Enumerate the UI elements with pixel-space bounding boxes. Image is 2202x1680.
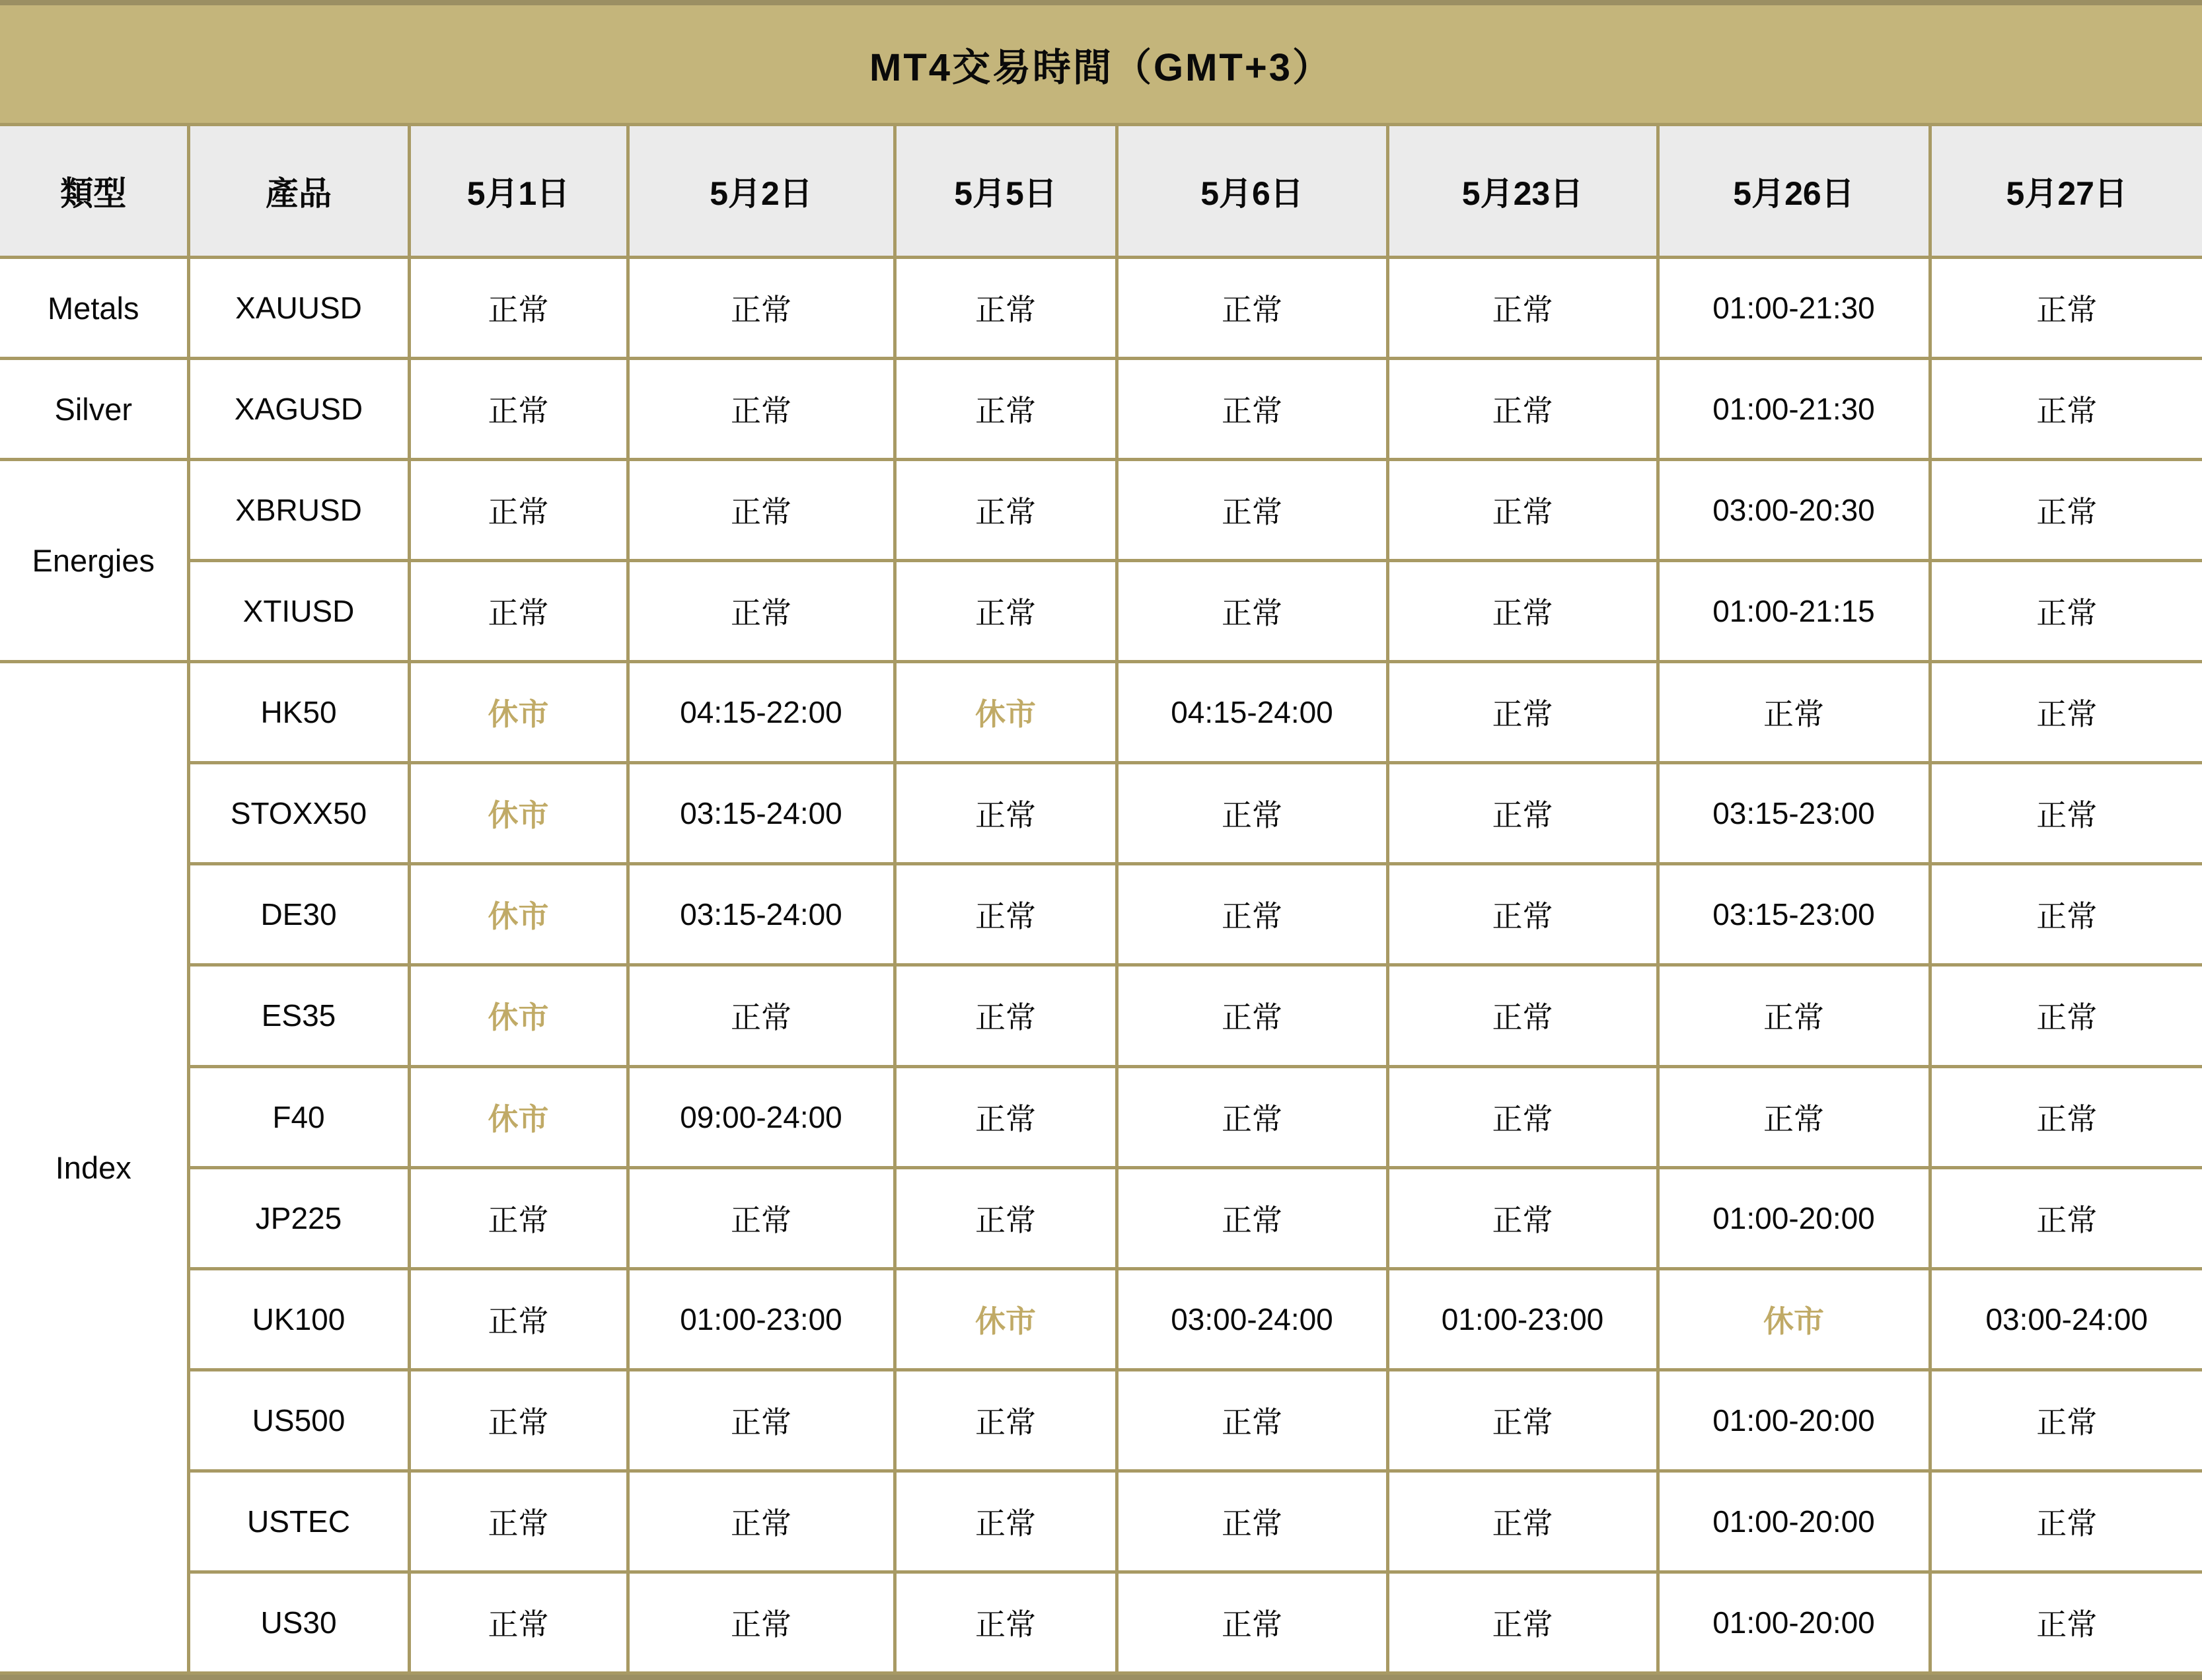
schedule-cell: 正常	[1387, 359, 1658, 460]
product-cell: HK50	[188, 662, 409, 763]
schedule-cell: 正常	[409, 1572, 628, 1673]
product-cell: XAUUSD	[188, 258, 409, 359]
header-cell: 產品	[188, 125, 409, 258]
schedule-cell: 正常	[895, 1370, 1117, 1471]
product-cell: F40	[188, 1066, 409, 1167]
schedule-cell: 正常	[1930, 1370, 2202, 1471]
schedule-cell: 休市	[409, 1066, 628, 1167]
schedule-cell: 正常	[409, 359, 628, 460]
table-row	[0, 561, 2202, 662]
table-row	[0, 258, 2202, 359]
schedule-cell: 正常	[628, 359, 895, 460]
schedule-cell: 03:15-24:00	[628, 763, 895, 864]
schedule-cell: 01:00-20:00	[1658, 1370, 1930, 1471]
schedule-cell: 正常	[628, 1167, 895, 1268]
header-row	[0, 125, 2202, 258]
schedule-cell: 正常	[895, 359, 1117, 460]
schedule-cell: 休市	[409, 662, 628, 763]
table-body	[0, 258, 2202, 1673]
category-cell: Energies	[0, 460, 188, 662]
schedule-cell: 正常	[1930, 460, 2202, 561]
schedule-cell: 01:00-23:00	[628, 1268, 895, 1370]
schedule-cell: 正常	[1930, 965, 2202, 1066]
schedule-cell: 正常	[409, 1268, 628, 1370]
schedule-cell: 03:15-23:00	[1658, 864, 1930, 965]
product-cell: JP225	[188, 1167, 409, 1268]
schedule-cell: 正常	[895, 1167, 1117, 1268]
schedule-cell: 正常	[1930, 1471, 2202, 1572]
title-bar	[0, 0, 2202, 123]
product-cell: US30	[188, 1572, 409, 1673]
schedule-cell: 正常	[895, 258, 1117, 359]
schedule-cell: 正常	[628, 258, 895, 359]
schedule-cell: 正常	[409, 1167, 628, 1268]
table-row	[0, 1370, 2202, 1471]
schedule-cell: 09:00-24:00	[628, 1066, 895, 1167]
schedule-cell: 正常	[895, 460, 1117, 561]
schedule-cell: 正常	[1387, 662, 1658, 763]
header-cell: 類型	[0, 125, 188, 258]
schedule-cell: 正常	[1387, 965, 1658, 1066]
trading-hours-table	[0, 123, 2202, 1675]
product-cell: STOXX50	[188, 763, 409, 864]
schedule-cell: 正常	[895, 561, 1117, 662]
schedule-cell: 休市	[1658, 1268, 1930, 1370]
schedule-cell: 正常	[1117, 359, 1387, 460]
schedule-cell: 正常	[1387, 763, 1658, 864]
schedule-cell: 正常	[1117, 561, 1387, 662]
schedule-cell: 正常	[895, 1066, 1117, 1167]
schedule-cell: 正常	[1117, 1471, 1387, 1572]
schedule-cell: 03:15-23:00	[1658, 763, 1930, 864]
product-cell: XAGUSD	[188, 359, 409, 460]
schedule-cell: 01:00-23:00	[1387, 1268, 1658, 1370]
schedule-cell: 04:15-24:00	[1117, 662, 1387, 763]
product-cell: US500	[188, 1370, 409, 1471]
header-cell: 5月1日	[409, 125, 628, 258]
category-cell: Silver	[0, 359, 188, 460]
bottom-edge	[0, 1675, 2202, 1680]
product-cell: USTEC	[188, 1471, 409, 1572]
schedule-cell: 正常	[1117, 1167, 1387, 1268]
schedule-cell: 正常	[1930, 359, 2202, 460]
schedule-cell: 正常	[1658, 965, 1930, 1066]
header-cell: 5月2日	[628, 125, 895, 258]
schedule-cell: 正常	[1930, 864, 2202, 965]
schedule-cell: 正常	[1658, 662, 1930, 763]
table-row	[0, 763, 2202, 864]
schedule-cell: 03:00-24:00	[1930, 1268, 2202, 1370]
header-cell: 5月6日	[1117, 125, 1387, 258]
schedule-cell: 正常	[1930, 561, 2202, 662]
table-row	[0, 662, 2202, 763]
table-row	[0, 1167, 2202, 1268]
schedule-cell: 正常	[1387, 1370, 1658, 1471]
schedule-cell: 正常	[409, 1370, 628, 1471]
schedule-cell: 03:00-20:30	[1658, 460, 1930, 561]
schedule-cell: 04:15-22:00	[628, 662, 895, 763]
table-row	[0, 1066, 2202, 1167]
product-cell: UK100	[188, 1268, 409, 1370]
schedule-cell: 正常	[628, 1370, 895, 1471]
schedule-cell: 01:00-20:00	[1658, 1167, 1930, 1268]
schedule-cell: 正常	[1387, 864, 1658, 965]
product-cell: ES35	[188, 965, 409, 1066]
category-cell: Metals	[0, 258, 188, 359]
table-row	[0, 460, 2202, 561]
schedule-cell: 正常	[409, 258, 628, 359]
schedule-cell: 正常	[1117, 965, 1387, 1066]
schedule-cell: 正常	[409, 460, 628, 561]
schedule-cell: 正常	[628, 561, 895, 662]
schedule-cell: 正常	[628, 460, 895, 561]
table-row	[0, 1471, 2202, 1572]
schedule-cell: 正常	[895, 763, 1117, 864]
schedule-cell: 正常	[1387, 460, 1658, 561]
schedule-cell: 正常	[409, 1471, 628, 1572]
header-cell: 5月26日	[1658, 125, 1930, 258]
header-cell: 5月23日	[1387, 125, 1658, 258]
table-row	[0, 965, 2202, 1066]
table-row	[0, 1572, 2202, 1673]
schedule-cell: 01:00-21:30	[1658, 359, 1930, 460]
schedule-cell: 休市	[895, 662, 1117, 763]
schedule-cell: 正常	[628, 1572, 895, 1673]
schedule-cell: 03:00-24:00	[1117, 1268, 1387, 1370]
header-cell: 5月5日	[895, 125, 1117, 258]
schedule-cell: 01:00-20:00	[1658, 1572, 1930, 1673]
schedule-cell: 正常	[1930, 1572, 2202, 1673]
schedule-cell: 正常	[1117, 258, 1387, 359]
table-row	[0, 359, 2202, 460]
schedule-cell: 正常	[628, 965, 895, 1066]
schedule-cell: 正常	[1117, 763, 1387, 864]
schedule-cell: 正常	[895, 965, 1117, 1066]
product-cell: DE30	[188, 864, 409, 965]
schedule-cell: 休市	[409, 763, 628, 864]
schedule-cell: 01:00-21:15	[1658, 561, 1930, 662]
schedule-cell: 休市	[409, 965, 628, 1066]
schedule-cell: 正常	[1930, 662, 2202, 763]
schedule-cell: 正常	[628, 1471, 895, 1572]
page-title: MT4交易時間（GMT+3）	[869, 46, 1333, 89]
schedule-cell: 正常	[1117, 1370, 1387, 1471]
table-row	[0, 864, 2202, 965]
schedule-cell: 正常	[895, 864, 1117, 965]
schedule-cell: 正常	[895, 1471, 1117, 1572]
schedule-cell: 正常	[1117, 1066, 1387, 1167]
schedule-cell: 正常	[1387, 1471, 1658, 1572]
table-header	[0, 125, 2202, 258]
schedule-cell: 01:00-21:30	[1658, 258, 1930, 359]
schedule-cell: 正常	[1117, 864, 1387, 965]
header-cell: 5月27日	[1930, 125, 2202, 258]
schedule-cell: 正常	[409, 561, 628, 662]
schedule-cell: 正常	[1658, 1066, 1930, 1167]
schedule-cell: 正常	[1387, 258, 1658, 359]
product-cell: XBRUSD	[188, 460, 409, 561]
schedule-cell: 休市	[409, 864, 628, 965]
schedule-cell: 正常	[1117, 460, 1387, 561]
schedule-cell: 正常	[1387, 1066, 1658, 1167]
schedule-cell: 休市	[895, 1268, 1117, 1370]
schedule-cell: 正常	[1117, 1572, 1387, 1673]
schedule-cell: 正常	[1387, 1572, 1658, 1673]
schedule-cell: 正常	[1930, 1066, 2202, 1167]
product-cell: XTIUSD	[188, 561, 409, 662]
category-cell: Index	[0, 662, 188, 1673]
schedule-cell: 正常	[1930, 1167, 2202, 1268]
schedule-cell: 正常	[1930, 763, 2202, 864]
schedule-cell: 03:15-24:00	[628, 864, 895, 965]
schedule-cell: 正常	[895, 1572, 1117, 1673]
schedule-cell: 正常	[1387, 1167, 1658, 1268]
schedule-cell: 01:00-20:00	[1658, 1471, 1930, 1572]
schedule-cell: 正常	[1387, 561, 1658, 662]
schedule-cell: 正常	[1930, 258, 2202, 359]
table-row	[0, 1268, 2202, 1370]
